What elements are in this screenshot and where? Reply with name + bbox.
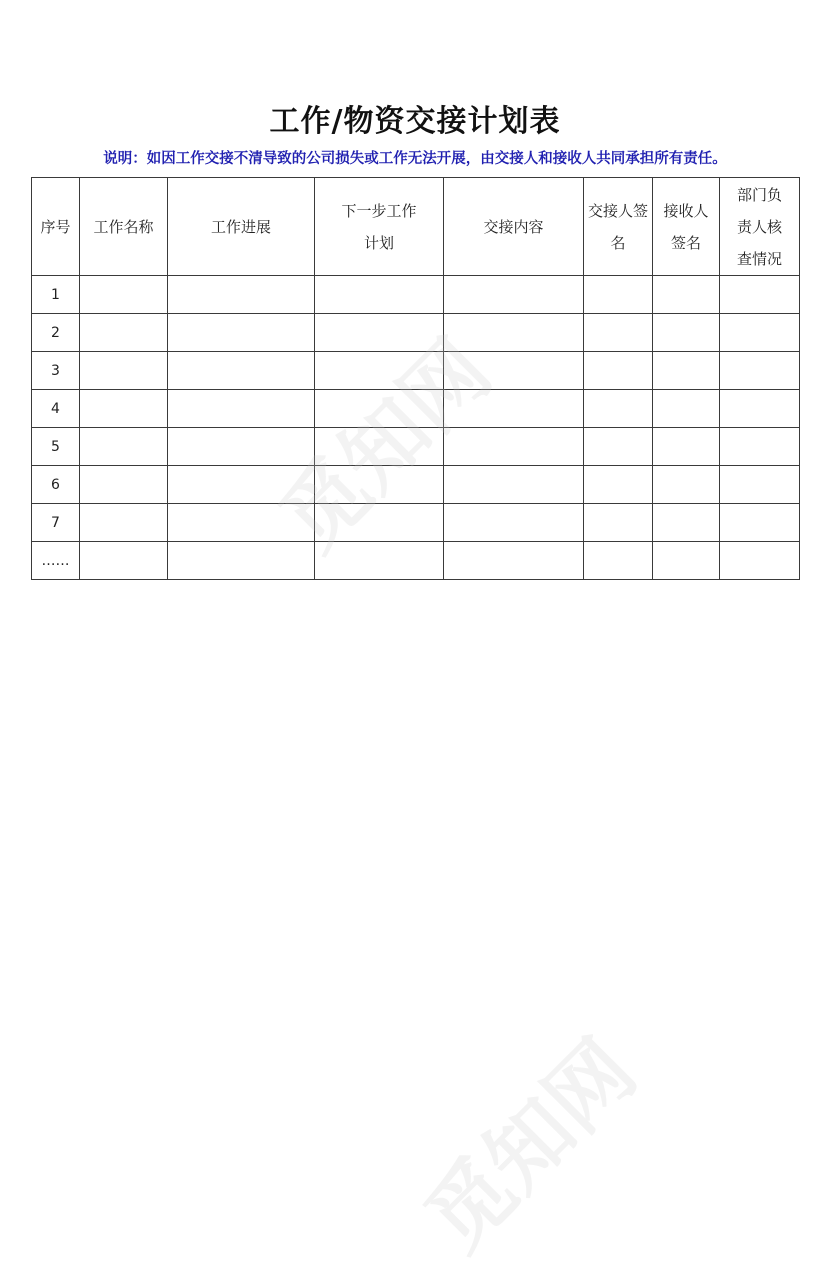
manager-check-cell[interactable] xyxy=(720,352,800,390)
next-plan-cell[interactable] xyxy=(315,542,444,580)
table-header-row xyxy=(32,178,800,276)
handover-signature-cell[interactable] xyxy=(584,542,653,580)
next-plan-cell[interactable] xyxy=(315,390,444,428)
header-next-plan: 下一步工作计划 xyxy=(315,178,444,276)
handover-signature-cell[interactable] xyxy=(584,428,653,466)
table-row xyxy=(32,504,800,542)
handover-signature-cell[interactable] xyxy=(584,466,653,504)
manager-check-cell[interactable] xyxy=(720,314,800,352)
handover-content-cell[interactable] xyxy=(444,504,584,542)
work-progress-cell[interactable] xyxy=(168,428,315,466)
work-name-cell[interactable] xyxy=(80,276,168,314)
manager-check-cell[interactable] xyxy=(720,276,800,314)
watermark: 觅知网 xyxy=(261,321,510,569)
header-handover-content: 交接内容 xyxy=(444,178,584,276)
receiver-signature-cell[interactable] xyxy=(653,428,720,466)
table-row xyxy=(32,276,800,314)
header-receiver-signature: 接收人签名 xyxy=(653,178,720,276)
row-index: 6 xyxy=(32,466,80,504)
manager-check-cell[interactable] xyxy=(720,504,800,542)
watermark: 觅知网 xyxy=(406,1021,655,1269)
header-manager-check: 部门负责人核查情况 xyxy=(720,178,800,276)
work-name-cell[interactable] xyxy=(80,466,168,504)
handover-content-cell[interactable] xyxy=(444,352,584,390)
next-plan-cell[interactable] xyxy=(315,352,444,390)
handover-content-cell[interactable] xyxy=(444,466,584,504)
work-progress-cell[interactable] xyxy=(168,466,315,504)
header-work-name: 工作名称 xyxy=(80,178,168,276)
work-name-cell[interactable] xyxy=(80,314,168,352)
handover-content-cell[interactable] xyxy=(444,276,584,314)
header-index: 序号 xyxy=(32,178,80,276)
receiver-signature-cell[interactable] xyxy=(653,504,720,542)
handover-content-cell[interactable] xyxy=(444,428,584,466)
work-progress-cell[interactable] xyxy=(168,390,315,428)
work-name-cell[interactable] xyxy=(80,390,168,428)
handover-signature-cell[interactable] xyxy=(584,504,653,542)
receiver-signature-cell[interactable] xyxy=(653,542,720,580)
work-progress-cell[interactable] xyxy=(168,314,315,352)
next-plan-cell[interactable] xyxy=(315,504,444,542)
row-index: 4 xyxy=(32,390,80,428)
table-row xyxy=(32,428,800,466)
work-progress-cell[interactable] xyxy=(168,276,315,314)
next-plan-cell[interactable] xyxy=(315,314,444,352)
row-index: 5 xyxy=(32,428,80,466)
handover-content-cell[interactable] xyxy=(444,542,584,580)
receiver-signature-cell[interactable] xyxy=(653,466,720,504)
work-name-cell[interactable] xyxy=(80,428,168,466)
next-plan-cell[interactable] xyxy=(315,276,444,314)
next-plan-cell[interactable] xyxy=(315,466,444,504)
next-plan-cell[interactable] xyxy=(315,428,444,466)
row-index: 7 xyxy=(32,504,80,542)
handover-signature-cell[interactable] xyxy=(584,276,653,314)
work-progress-cell[interactable] xyxy=(168,542,315,580)
row-index: 3 xyxy=(32,352,80,390)
handover-signature-cell[interactable] xyxy=(584,314,653,352)
manager-check-cell[interactable] xyxy=(720,428,800,466)
header-work-progress: 工作进展 xyxy=(168,178,315,276)
work-progress-cell[interactable] xyxy=(168,504,315,542)
handover-signature-cell[interactable] xyxy=(584,390,653,428)
header-handover-signature: 交接人签名 xyxy=(584,178,653,276)
work-name-cell[interactable] xyxy=(80,504,168,542)
table-row xyxy=(32,466,800,504)
receiver-signature-cell[interactable] xyxy=(653,314,720,352)
row-index: 2 xyxy=(32,314,80,352)
table-row xyxy=(32,390,800,428)
handover-signature-cell[interactable] xyxy=(584,352,653,390)
manager-check-cell[interactable] xyxy=(720,542,800,580)
work-name-cell[interactable] xyxy=(80,352,168,390)
manager-check-cell[interactable] xyxy=(720,466,800,504)
row-index: …… xyxy=(32,542,80,580)
work-progress-cell[interactable] xyxy=(168,352,315,390)
handover-plan-table xyxy=(31,177,800,580)
row-index: 1 xyxy=(32,276,80,314)
page-title: 工作/物资交接计划表 xyxy=(269,104,561,139)
instruction-note: 说明：如因工作交接不清导致的公司损失或工作无法开展，由交接人和接收人共同承担所有责任。 xyxy=(103,151,727,167)
table-row xyxy=(32,352,800,390)
table-row xyxy=(32,314,800,352)
handover-content-cell[interactable] xyxy=(444,314,584,352)
receiver-signature-cell[interactable] xyxy=(653,352,720,390)
handover-content-cell[interactable] xyxy=(444,390,584,428)
manager-check-cell[interactable] xyxy=(720,390,800,428)
table-row xyxy=(32,542,800,580)
receiver-signature-cell[interactable] xyxy=(653,276,720,314)
work-name-cell[interactable] xyxy=(80,542,168,580)
receiver-signature-cell[interactable] xyxy=(653,390,720,428)
